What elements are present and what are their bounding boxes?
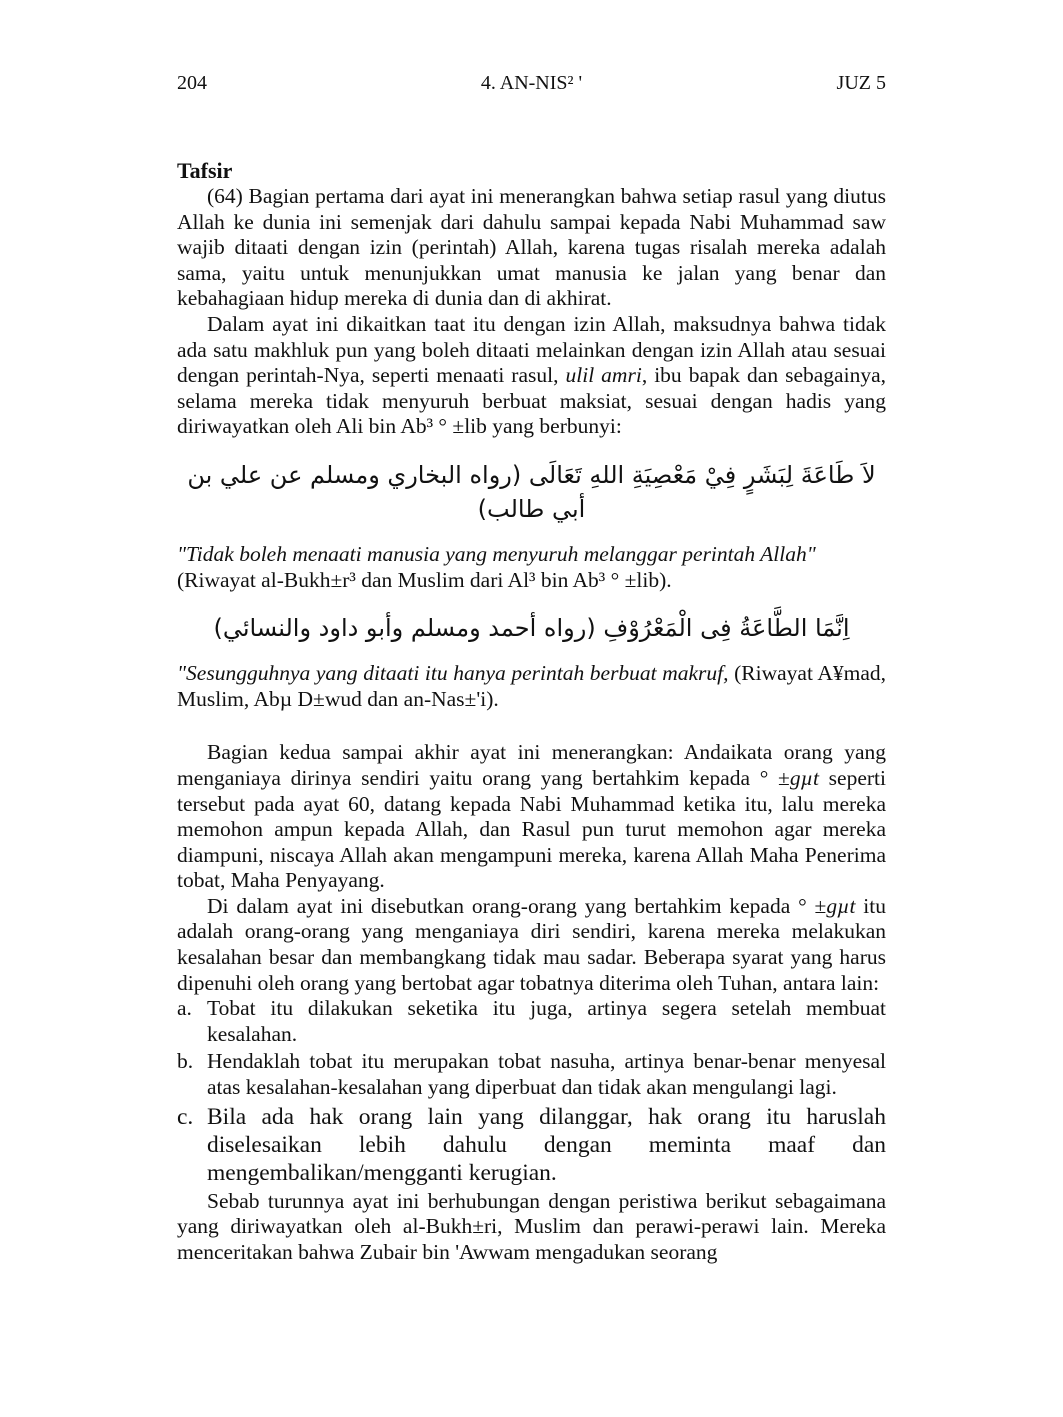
hadith-1-translation: "Tidak boleh menaati manusia yang menyuruh melanggar perintah Allah" (Riwayat al-Bukh±r³ dan Muslim dari Al³ bin Ab³ ° ±lib).: [177, 541, 816, 592]
paragraph-4: Di dalam ayat ini disebutkan orang-orang yang bertahkim kepada ° ±gµt itu adalah orang-orang yang menganiaya diri sendiri, karena mereka melakukan kesalahan besar dan membangkang tidak mau sadar. Beberapa syarat yang harus dipenuhi oleh orang yang bertobat agar tobatnya diterima oleh Tuhan, antara lain:: [177, 893, 886, 995]
juz-label: JUZ 5: [836, 72, 886, 94]
hadith-2-arabic: اِنَّمَا الطَّاعَةُ فِى الْمَعْرُوْفِ (رواه أحمد ومسلم وأبو داود والنسائي): [213, 614, 850, 643]
hadith-2-translation: "Sesungguhnya yang ditaati itu hanya perintah berbuat makruf, (Riwayat A¥mad, Muslim, Abµ D±wud dan an-Nas±'i).: [177, 661, 886, 711]
paragraph-3: Bagian kedua sampai akhir ayat ini menerangkan: Andaikata orang yang menganiaya dirinya sendiri yaitu orang yang bertahkim kepada ° ±gµt seperti tersebut pada ayat 60, datang kepada Nabi Muhammad ketika itu, lalu mereka memohon ampun kepada Allah, dan Rasul pun turut memohon agar mereka diampuni, niscaya Allah akan mengampuni mereka, karena Allah Maha Penerima tobat, Maha Penyayang.: [177, 740, 886, 893]
paragraph-2: Dalam ayat ini dikaitkan taat itu dengan izin Allah, maksudnya bahwa tidak ada satu makhluk pun yang boleh ditaati melainkan dengan izin Allah atau sesuai dengan perintah-Nya, seperti menaati rasul, ulil amri, ibu bapak dan sebagainya, selama mereka tidak menyuruh berbuat maksiat, sesuai dengan hadis yang diriwayatkan oleh Ali bin Ab³ ° ±lib yang berbunyi:: [177, 311, 886, 439]
page-body: [177, 158, 886, 1265]
list-item: c. Bila ada hak orang lain yang dilanggar, hak orang itu haruslah diselesaikan lebih dahulu dengan meminta maaf dan mengembalikan/mengganti kerugian.: [177, 1103, 886, 1186]
section-title: Tafsir: [177, 158, 233, 183]
list-item: a. Tobat itu dilakukan seketika itu juga, artinya segera setelah membuat kesalahan.: [177, 996, 886, 1046]
repentance-conditions-list: [177, 996, 886, 1186]
hadith-1-arabic: لاَ طَاعَةَ لِبَشَرٍ فِيْ مَعْصِيَةِ اللهِ تَعَالَى (رواه البخاري ومسلم عن علي بن أبي طالب): [187, 460, 876, 523]
list-item: b. Hendaklah tobat itu merupakan tobat nasuha, artinya benar-benar menyesal atas kesalahan-kesalahan yang diperbuat dan tidak akan mengulangi lagi.: [177, 1049, 886, 1100]
closing-paragraph: Sebab turunnya ayat ini berhubungan dengan peristiwa berikut sebagaimana yang diriwayatkan oleh al-Bukh±ri, Muslim dan perawi-perawi lain. Mereka menceritakan bahwa Zubair bin 'Awwam mengadukan seorang: [177, 1188, 886, 1264]
page-number: 204: [177, 72, 207, 94]
page-header: [177, 72, 886, 102]
chapter-title: 4. AN-NIS² ': [480, 72, 583, 94]
spacer: [177, 712, 886, 740]
paragraph-1: (64) Bagian pertama dari ayat ini menerangkan bahwa setiap rasul yang diutus Allah ke dunia ini semenjak dari dahulu sampai kepada Nabi Muhammad saw wajib ditaati dengan izin (perintah) Allah, karena tugas risalah mereka adalah sama, yaitu untuk menunjukkan umat manusia ke jalan yang benar dan kebahagiaan hidup mereka di dunia dan di akhirat.: [177, 184, 886, 311]
